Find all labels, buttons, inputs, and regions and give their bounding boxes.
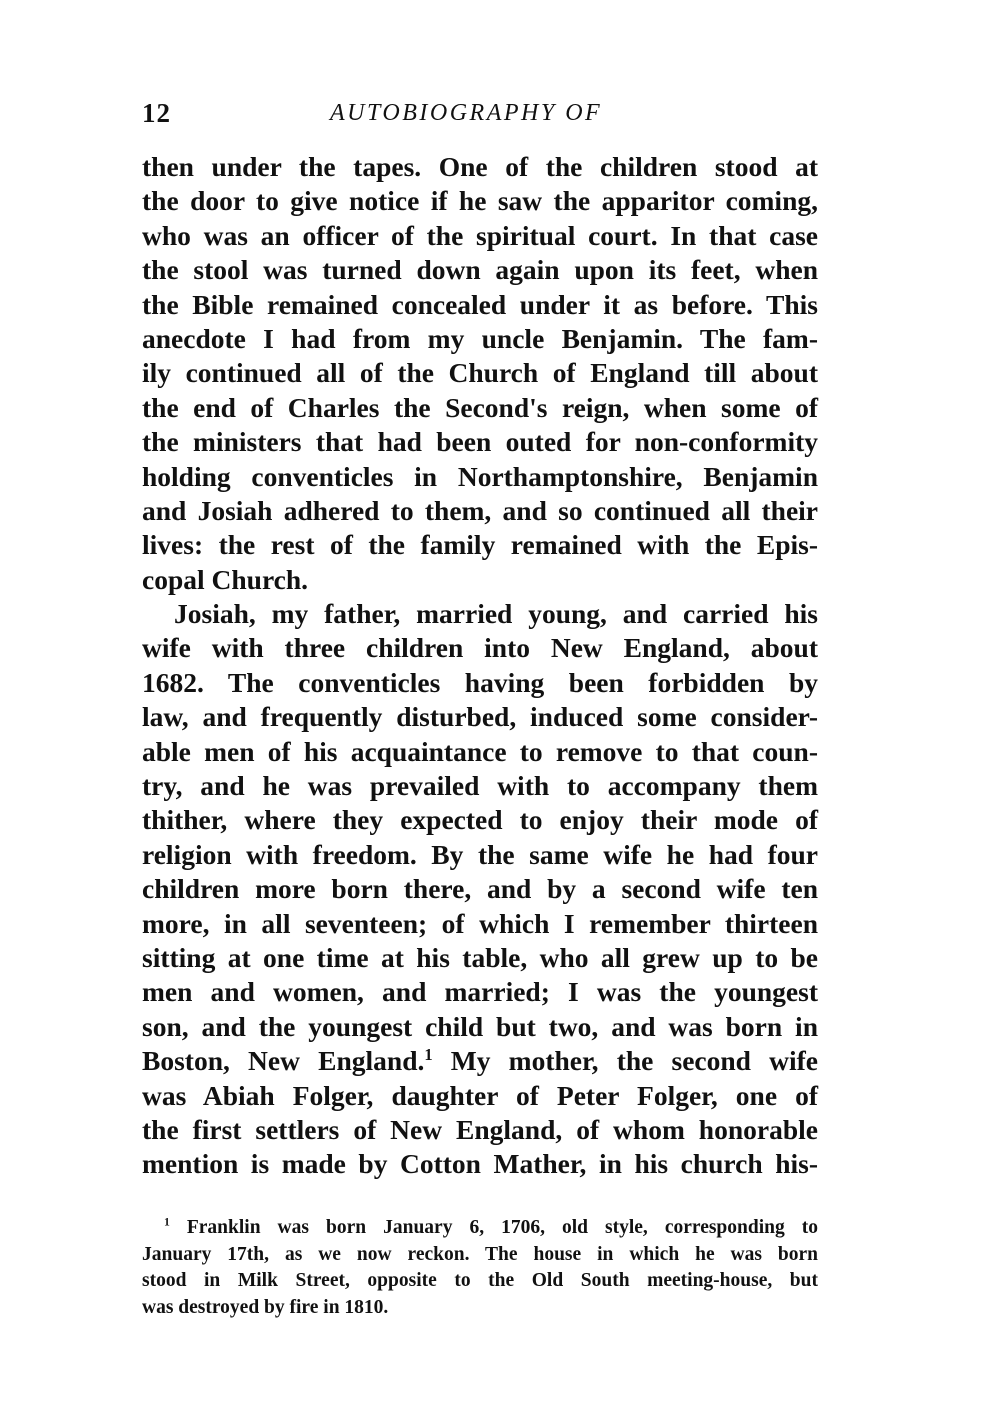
text-segment: My mother, the second wife	[450, 1045, 818, 1077]
text-line: then under the tapes. One of the children stood at	[142, 151, 818, 182]
text-line: wife with three children into New England, about	[142, 632, 818, 664]
text-line: who was an officer of the spiritual court. In that case	[142, 219, 818, 251]
text-line: and Josiah adhered to them, and so continued all their	[142, 494, 818, 526]
text-line: try, and he was prevailed with to accompany them	[142, 770, 818, 802]
text-line: lives: the rest of the family remained with the Epis-	[142, 529, 818, 561]
footnote-marker: 1	[164, 1215, 170, 1229]
text-line: the first settlers of New England, of whom honorable	[142, 1113, 818, 1145]
text-line: children more born there, and by a second wife ten	[142, 873, 818, 905]
text-line: the end of Charles the Second's reign, when some of	[142, 391, 818, 423]
text-line: 1682. The conventicles having been forbidden by	[142, 666, 818, 698]
text-line: son, and the youngest child but two, and was born in	[142, 1010, 818, 1042]
text-line: holding conventicles in Northamptonshire, Benjamin	[142, 460, 818, 492]
footnote	[142, 1215, 818, 1321]
body-text	[142, 150, 818, 1182]
running-header	[142, 98, 818, 134]
text-line: anecdote I had from my uncle Benjamin. The fam-	[142, 322, 818, 354]
footnote-line	[142, 1215, 818, 1242]
text-line: copal Church.	[142, 563, 309, 595]
footnote-text: Franklin was born January 6, 1706, old style, corresponding to	[186, 1217, 818, 1238]
running-title: AUTOBIOGRAPHY OF	[330, 100, 603, 126]
page-number: 12	[142, 98, 171, 128]
text-line: thither, where they expected to enjoy their mode of	[142, 804, 818, 836]
text-line: ily continued all of the Church of England till about	[142, 357, 818, 389]
text-line: religion with freedom. By the same wife he had four	[142, 838, 818, 870]
footnote-reference: 1	[424, 1045, 433, 1064]
text-line: mention is made by Cotton Mather, in his church his-	[142, 1148, 818, 1180]
footnote-line: stood in Milk Street, opposite to the Old South meeting-house, but	[142, 1270, 818, 1291]
text-line: the ministers that had been outed for non-conformity	[142, 426, 818, 458]
text-line: sitting at one time at his table, who all grew up to be	[142, 941, 818, 973]
text-segment: Boston, New England.	[142, 1045, 425, 1077]
footnote-line: was destroyed by fire in 1810.	[142, 1296, 389, 1318]
footnote-line: January 17th, as we now reckon. The house in which he was born	[142, 1243, 818, 1265]
text-line: the stool was turned down again upon its feet, when	[142, 254, 818, 286]
text-line: law, and frequently disturbed, induced some consider-	[142, 701, 818, 733]
text-line: more, in all seventeen; of which I remember thirteen	[142, 907, 818, 939]
text-line: able men of his acquaintance to remove to that coun-	[142, 735, 818, 767]
text-line: was Abiah Folger, daughter of Peter Folger, one of	[142, 1079, 818, 1111]
text-line: the door to give notice if he saw the apparitor coming,	[142, 185, 818, 217]
text-line: men and women, and married; I was the youngest	[142, 976, 818, 1008]
text-line-with-footnote-ref	[142, 1044, 818, 1078]
text-line: the Bible remained concealed under it as before. This	[142, 288, 818, 320]
paragraph-start-line: Josiah, my father, married young, and carried his	[174, 598, 818, 630]
